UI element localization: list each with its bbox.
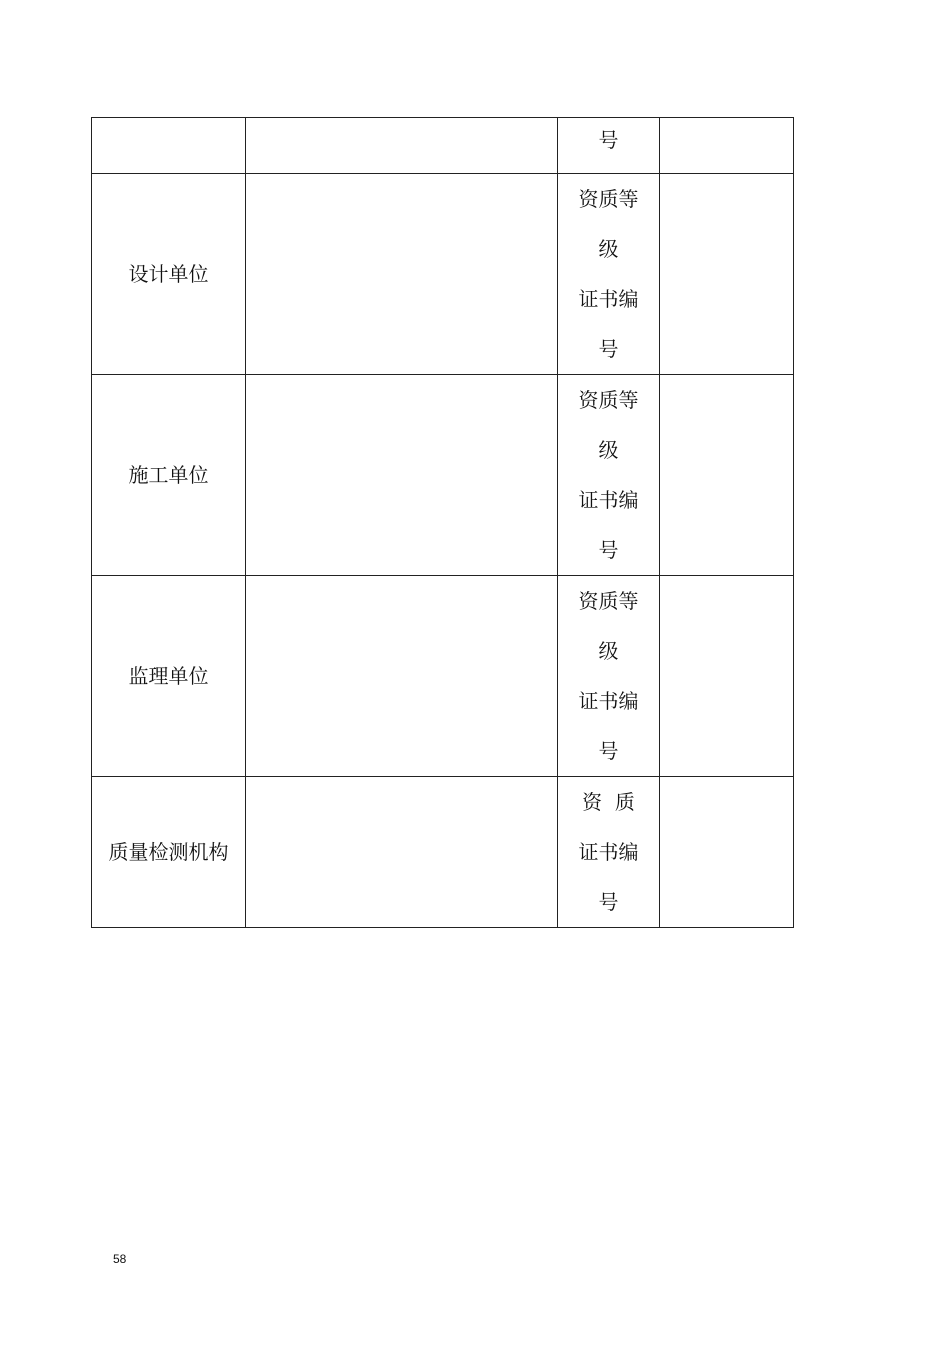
- unit-label-cell: [92, 118, 246, 174]
- unit-label-cell: 施工单位: [92, 375, 246, 576]
- qualification-label-line: 证书编: [578, 287, 639, 311]
- unit-info-table: [91, 117, 794, 928]
- unit-name-cell[interactable]: [246, 777, 558, 928]
- qualification-label-line: 资质等: [578, 589, 639, 613]
- qualification-label-line: 号: [598, 337, 619, 361]
- qualification-label-line: 资 质: [582, 790, 635, 814]
- qualification-label-line: 号: [598, 739, 619, 763]
- qualification-label-line: 证书编: [578, 689, 639, 713]
- qualification-label-line: 级: [598, 639, 619, 663]
- qualification-label-cell: [558, 174, 660, 375]
- qualification-label-line: 资质等: [578, 187, 639, 211]
- qualification-value-cell[interactable]: [660, 777, 794, 928]
- qualification-value-cell[interactable]: [660, 375, 794, 576]
- table-row-design-unit: [92, 174, 794, 375]
- qualification-label-line: 级: [598, 438, 619, 462]
- page-number: 58: [113, 1252, 127, 1266]
- qualification-label-cell: [558, 777, 660, 928]
- qualification-label-cell: [558, 576, 660, 777]
- qualification-label-line: 号: [598, 890, 619, 914]
- qualification-label-line: 号: [598, 128, 619, 152]
- unit-name-cell[interactable]: [246, 375, 558, 576]
- table-row-construction-unit: [92, 375, 794, 576]
- unit-name-cell[interactable]: [246, 174, 558, 375]
- qualification-label-line: 资质等: [578, 388, 639, 412]
- qualification-label-cell: [558, 375, 660, 576]
- qualification-label-line: 证书编: [578, 840, 639, 864]
- table-row-continuation: [92, 118, 794, 174]
- qualification-label-line: 证书编: [578, 488, 639, 512]
- unit-name-cell[interactable]: [246, 576, 558, 777]
- qualification-label-cell: [558, 118, 660, 174]
- table-row-supervision-unit: [92, 576, 794, 777]
- unit-label-cell: 监理单位: [92, 576, 246, 777]
- unit-label-cell: 质量检测机构: [92, 777, 246, 928]
- qualification-value-cell[interactable]: [660, 576, 794, 777]
- qualification-value-cell[interactable]: [660, 118, 794, 174]
- qualification-label-line: 号: [598, 538, 619, 562]
- unit-label-cell: 设计单位: [92, 174, 246, 375]
- qualification-value-cell[interactable]: [660, 174, 794, 375]
- unit-name-cell[interactable]: [246, 118, 558, 174]
- table-row-testing-agency: [92, 777, 794, 928]
- qualification-label-line: 级: [598, 237, 619, 261]
